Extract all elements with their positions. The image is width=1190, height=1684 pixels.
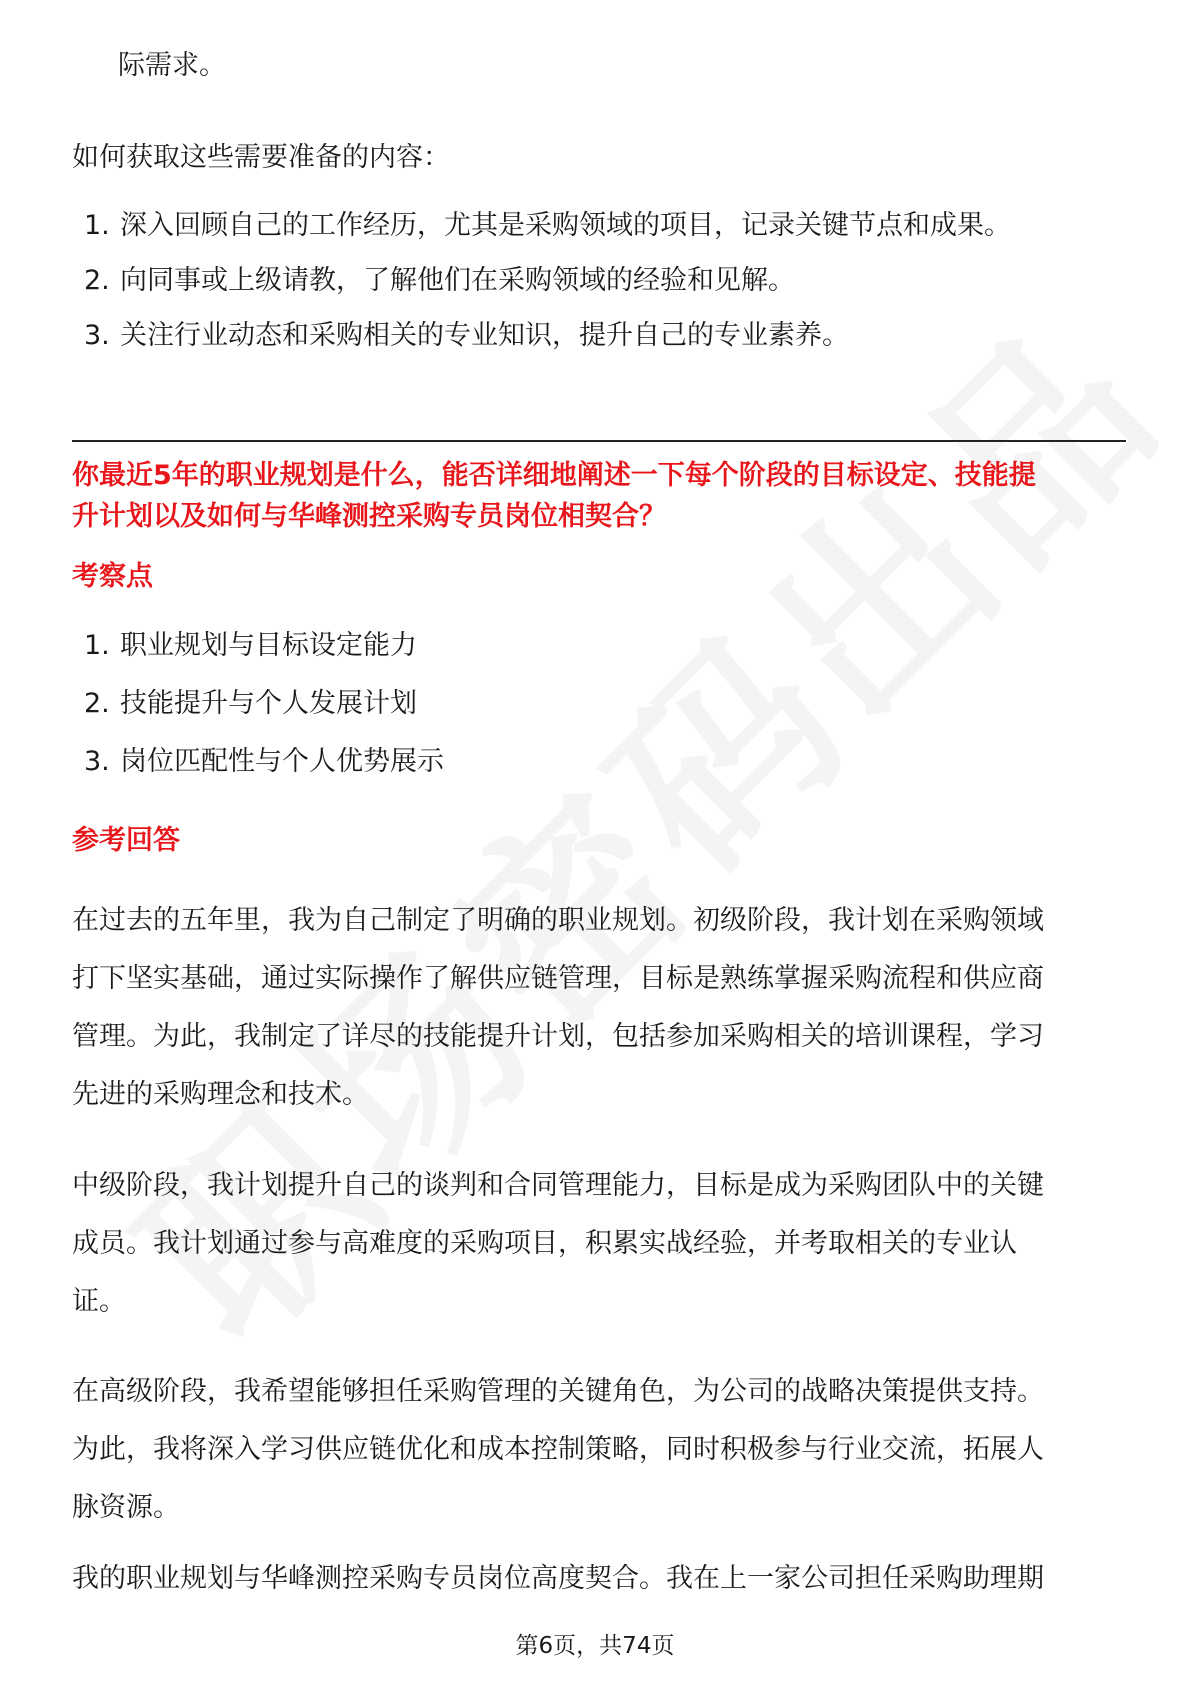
list-number: 3. xyxy=(84,320,110,351)
list-item xyxy=(84,628,417,664)
list-item xyxy=(84,744,444,780)
list-text: 向同事或上级请教，了解他们在采购领域的经验和见解。 xyxy=(120,265,795,296)
answer-line: 我的职业规划与华峰测控采购专员岗位高度契合。我在上一家公司担任采购助理期 xyxy=(72,1563,1044,1594)
list-item xyxy=(84,318,849,354)
points-title: 考察点 xyxy=(72,561,153,592)
question-line-2: 升计划以及如何与华峰测控采购专员岗位相契合？ xyxy=(72,501,666,532)
answer-line: 证。 xyxy=(72,1286,126,1317)
list-text: 岗位匹配性与个人优势展示 xyxy=(120,746,444,777)
list-text: 关注行业动态和采购相关的专业知识，提升自己的专业素养。 xyxy=(120,320,849,351)
answer-line: 成员。我计划通过参与高难度的采购项目，积累实战经验，并考取相关的专业认 xyxy=(72,1228,1017,1259)
answer-line: 脉资源。 xyxy=(72,1492,180,1523)
list-item xyxy=(84,263,795,299)
answer-line: 为此，我将深入学习供应链优化和成本控制策略，同时积极参与行业交流，拓展人 xyxy=(72,1434,1044,1465)
intro-tail: 际需求。 xyxy=(118,50,226,81)
answer-line: 先进的采购理念和技术。 xyxy=(72,1079,369,1110)
list-item xyxy=(84,208,1011,244)
section-divider xyxy=(72,440,1126,442)
answer-title: 参考回答 xyxy=(72,825,180,856)
page-number: 第6页，共74页 xyxy=(515,1633,675,1659)
list-number: 1. xyxy=(84,210,110,241)
list-text: 技能提升与个人发展计划 xyxy=(120,688,417,719)
answer-line: 在高级阶段，我希望能够担任采购管理的关键角色，为公司的战略决策提供支持。 xyxy=(72,1376,1044,1407)
list-number: 3. xyxy=(84,746,110,777)
answer-line: 在过去的五年里，我为自己制定了明确的职业规划。初级阶段，我计划在采购领域 xyxy=(72,905,1044,936)
answer-line: 打下坚实基础，通过实际操作了解供应链管理，目标是熟练掌握采购流程和供应商 xyxy=(72,963,1044,994)
list-number: 1. xyxy=(84,630,110,661)
list-number: 2. xyxy=(84,265,110,296)
list-item xyxy=(84,686,417,722)
question-line-1: 你最近5年的职业规划是什么，能否详细地阐述一下每个阶段的目标设定、技能提 xyxy=(72,460,1036,491)
answer-line: 中级阶段，我计划提升自己的谈判和合同管理能力，目标是成为采购团队中的关键 xyxy=(72,1170,1044,1201)
how-to-get-heading: 如何获取这些需要准备的内容： xyxy=(72,142,450,173)
list-text: 深入回顾自己的工作经历，尤其是采购领域的项目，记录关键节点和成果。 xyxy=(120,210,1011,241)
list-text: 职业规划与目标设定能力 xyxy=(120,630,417,661)
list-number: 2. xyxy=(84,688,110,719)
answer-line: 管理。为此，我制定了详尽的技能提升计划，包括参加采购相关的培训课程，学习 xyxy=(72,1021,1044,1052)
